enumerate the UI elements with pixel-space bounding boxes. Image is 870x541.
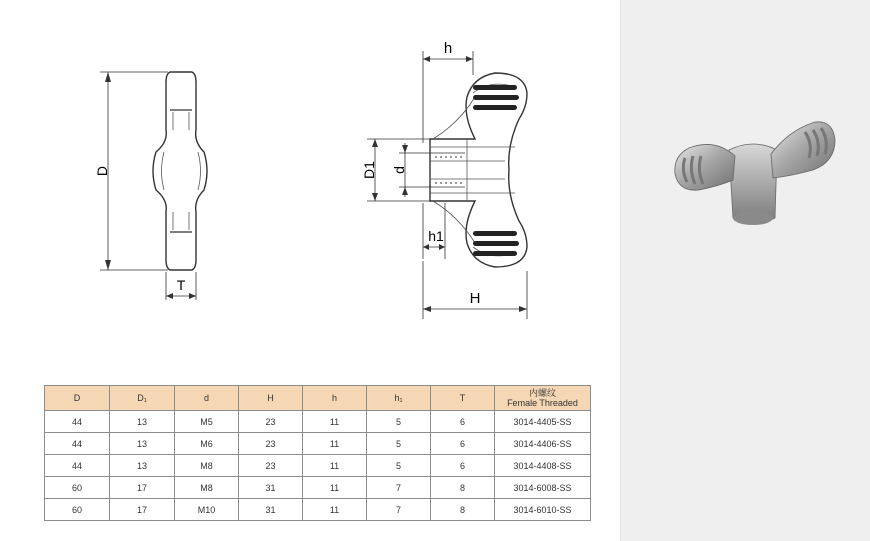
table-cell: 5: [367, 433, 431, 455]
table-cell: 23: [239, 455, 303, 477]
table-header-row: [45, 386, 591, 411]
table-cell: 60: [45, 477, 110, 499]
wing-nut-product-image: [663, 110, 843, 240]
col-female-threaded: [495, 386, 591, 411]
table-cell: 17: [110, 499, 175, 521]
col-female-threaded-en: Female Threaded: [507, 398, 578, 408]
table-row: [45, 455, 591, 477]
col-d: d: [175, 386, 239, 411]
table-cell: M10: [175, 499, 239, 521]
table-cell: 6: [431, 411, 495, 433]
table-row: [45, 477, 591, 499]
col-T: T: [431, 386, 495, 411]
table-cell: M5: [175, 411, 239, 433]
table-row: [45, 499, 591, 521]
product-photo-panel: [620, 0, 870, 541]
table-cell: M6: [175, 433, 239, 455]
label-D: D: [94, 165, 110, 177]
table-cell: 3014-6008-SS: [495, 477, 591, 499]
table-cell: 3014-4408-SS: [495, 455, 591, 477]
table-cell: 44: [45, 433, 110, 455]
col-h1: h₁: [367, 386, 431, 411]
table-row: [45, 433, 591, 455]
table-cell: 8: [431, 499, 495, 521]
table-cell: 8: [431, 477, 495, 499]
col-D: D: [45, 386, 110, 411]
table-cell: 13: [110, 433, 175, 455]
table-cell: 44: [45, 455, 110, 477]
table-cell: M8: [175, 455, 239, 477]
table-cell: 3014-4405-SS: [495, 411, 591, 433]
table-cell: 13: [110, 455, 175, 477]
col-h: h: [303, 386, 367, 411]
table-cell: 17: [110, 477, 175, 499]
table-cell: 5: [367, 455, 431, 477]
table-cell: 44: [45, 411, 110, 433]
label-h1: h1: [428, 228, 444, 244]
label-h: h: [443, 40, 453, 57]
table-cell: 5: [367, 411, 431, 433]
table-cell: 23: [239, 411, 303, 433]
side-view-drawing: [80, 60, 210, 310]
table-cell: 7: [367, 477, 431, 499]
table-cell: 11: [303, 455, 367, 477]
table-cell: 11: [303, 433, 367, 455]
table-cell: 23: [239, 433, 303, 455]
table-cell: 6: [431, 433, 495, 455]
col-female-threaded-cn: 内螺纹: [528, 388, 556, 398]
label-H: H: [469, 290, 481, 307]
table-row: [45, 411, 591, 433]
table-cell: 31: [239, 477, 303, 499]
col-H: H: [239, 386, 303, 411]
label-d: d: [391, 166, 407, 174]
col-D1: D₁: [110, 386, 175, 411]
table-cell: 11: [303, 411, 367, 433]
table-cell: 7: [367, 499, 431, 521]
table-cell: 3014-4406-SS: [495, 433, 591, 455]
table-cell: 6: [431, 455, 495, 477]
label-D1: D1: [361, 161, 377, 179]
table-cell: M8: [175, 477, 239, 499]
table-cell: 11: [303, 499, 367, 521]
table-cell: 60: [45, 499, 110, 521]
label-T: T: [176, 277, 186, 293]
table-cell: 13: [110, 411, 175, 433]
spec-table: [44, 385, 591, 521]
table-cell: 11: [303, 477, 367, 499]
table-cell: 3014-6010-SS: [495, 499, 591, 521]
table-cell: 31: [239, 499, 303, 521]
front-view-drawing: [355, 35, 545, 325]
